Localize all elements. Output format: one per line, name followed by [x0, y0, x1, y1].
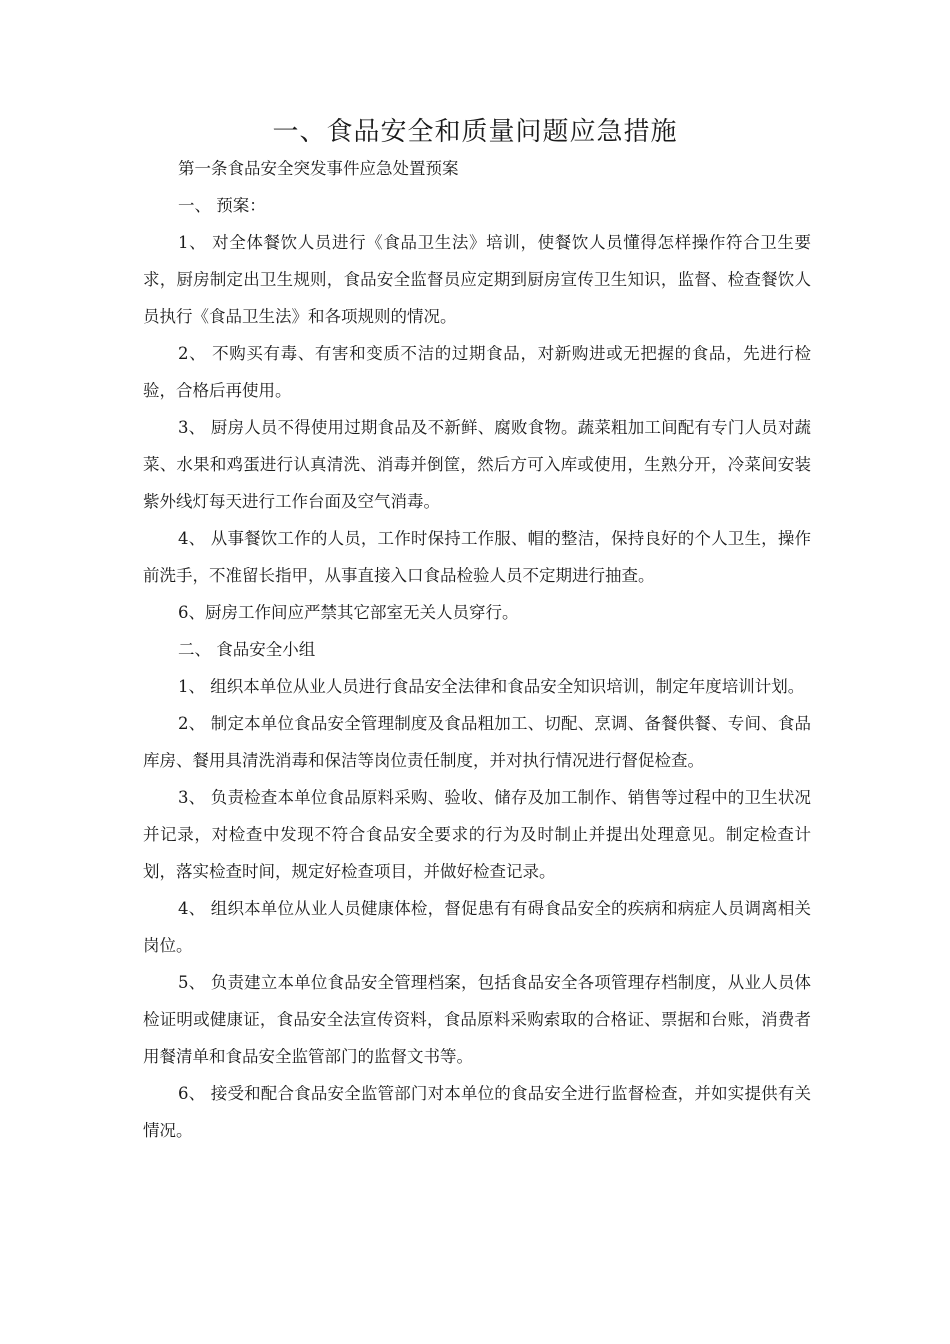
- paragraph: 4、 从事餐饮工作的人员，工作时保持工作服、帽的整洁，保持良好的个人卫生，操作前洗手，不准留长指甲，从事直接入口食品检验人员不定期进行抽查。: [143, 529, 811, 585]
- paragraph: 2、 不购买有毒、有害和变质不洁的过期食品，对新购进或无把握的食品，先进行检验，合格后再使用。: [143, 344, 811, 400]
- paragraph: 3、 负责检查本单位食品原料采购、验收、储存及加工制作、销售等过程中的卫生状况并记录，对检查中发现不符合食品安全要求的行为及时制止并提出处理意见。制定检查计划，落实检查时间，规定好检查项目，并做好检查记录。: [143, 788, 811, 881]
- paragraph: 3、 厨房人员不得使用过期食品及不新鲜、腐败食物。蔬菜粗加工间配有专门人员对蔬菜、水果和鸡蛋进行认真清洗、消毒并倒筐，然后方可入库或使用，生熟分开，冷菜间安装紫外线灯每天进行工作台面及空气消毒。: [143, 418, 811, 511]
- paragraph: 1、 组织本单位从业人员进行食品安全法律和食品安全知识培训，制定年度培训计划。: [178, 677, 805, 696]
- paragraph: 2、 制定本单位食品安全管理制度及食品粗加工、切配、烹调、备餐供餐、专间、食品库房、餐用具清洗消毒和保洁等岗位责任制度，并对执行情况进行督促检查。: [143, 714, 811, 770]
- document-title: 一、食品安全和质量问题应急措施: [272, 117, 678, 147]
- paragraph: 1、 对全体餐饮人员进行《食品卫生法》培训，使餐饮人员懂得怎样操作符合卫生要求，厨房制定出卫生规则，食品安全监督员应定期到厨房宣传卫生知识，监督、检查餐饮人员执行《食品卫生法》和各项规则的情况。: [143, 233, 811, 326]
- paragraph: 6、 接受和配合食品安全监管部门对本单位的食品安全进行监督检查，并如实提供有关情况。: [143, 1084, 811, 1140]
- paragraph: 6、厨房工作间应严禁其它部室无关人员穿行。: [178, 603, 519, 622]
- document-body: [143, 150, 811, 1149]
- section-heading: 第一条食品安全突发事件应急处置预案: [178, 159, 459, 178]
- subsection-heading: 二、 食品安全小组: [178, 640, 316, 659]
- paragraph: 5、 负责建立本单位食品安全管理档案，包括食品安全各项管理存档制度，从业人员体检证明或健康证，食品安全法宣传资料，食品原料采购索取的合格证、票据和台账，消费者用餐清单和食品安全监管部门的监督文书等。: [143, 973, 811, 1066]
- subsection-heading: 一、 预案：: [178, 196, 266, 215]
- paragraph: 4、 组织本单位从业人员健康体检，督促患有有碍食品安全的疾病和病症人员调离相关岗位。: [143, 899, 811, 955]
